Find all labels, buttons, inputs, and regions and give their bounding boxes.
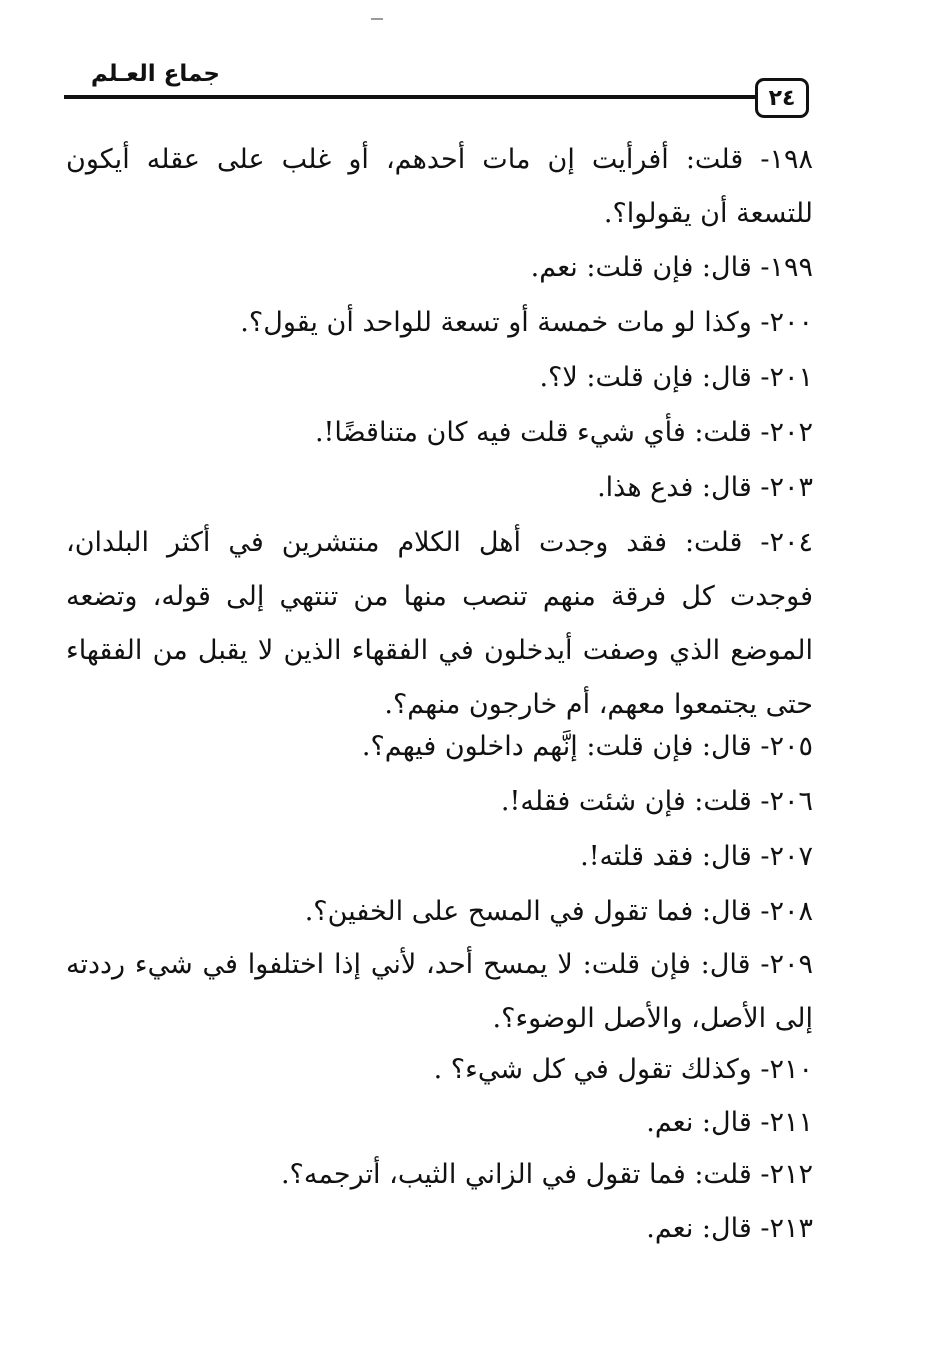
paragraph-200: ٢٠٠- وكذا لو مات خمسة أو تسعة للواحد أن يقول؟. [240,307,813,338]
paragraph-199: ١٩٩- قال: فإن قلت: نعم. [530,252,813,283]
paragraph-210: ٢١٠- وكذلك تقول في كل شيء؟ . [433,1054,813,1085]
paragraph-208: ٢٠٨- قال: فما تقول في المسح على الخفين؟. [304,896,813,927]
paragraph-213: ٢١٣- قال: نعم. [646,1213,813,1244]
running-header-title: جماع العـلم [90,61,220,87]
paragraph-209: ٢٠٩- قال: فإن قلت: لا يمسح أحد، لأني إذا اختلفوا في شيء رددته إلى الأصل، والأصل الوضوء؟. [66,949,813,1034]
paragraph-206: ٢٠٦- قلت: فإن شئت فقله!. [500,786,813,817]
paragraph-201: ٢٠١- قال: فإن قلت: لا؟. [539,362,813,393]
paragraph-204: ٢٠٤- قلت: فقد وجدت أهل الكلام منتشرين في أكثر البلدان، فوجدت كل فرقة منهم تنصب منها من تنتهي إلى قوله، وتضعه الموضع الذي وصفت أيدخلون في الفقهاء الذين لا يقبل من الفقهاء حتى يجتمعوا معهم، أم خارجون منهم؟. [66,527,813,720]
paragraph-198: ١٩٨- قلت: أفرأيت إن مات أحدهم، أو غلب على عقله أيكون للتسعة أن يقولوا؟. [66,144,813,229]
paragraph-202: ٢٠٢- قلت: فأي شيء قلت فيه كان متناقضًا!. [314,417,813,448]
paragraph-207: ٢٠٧- قال: فقد قلته!. [580,841,813,872]
paragraph-211: ٢١١- قال: نعم. [646,1107,813,1138]
page-number-box: ٢٤ [755,78,809,118]
paragraph-205: ٢٠٥- قال: فإن قلت: إنَّهم داخلون فيهم؟. [361,731,813,762]
paragraph-203: ٢٠٣- قال: فدع هذا. [597,472,813,503]
paragraph-212: ٢١٢- قلت: فما تقول في الزاني الثيب، أترجمه؟. [280,1159,813,1190]
